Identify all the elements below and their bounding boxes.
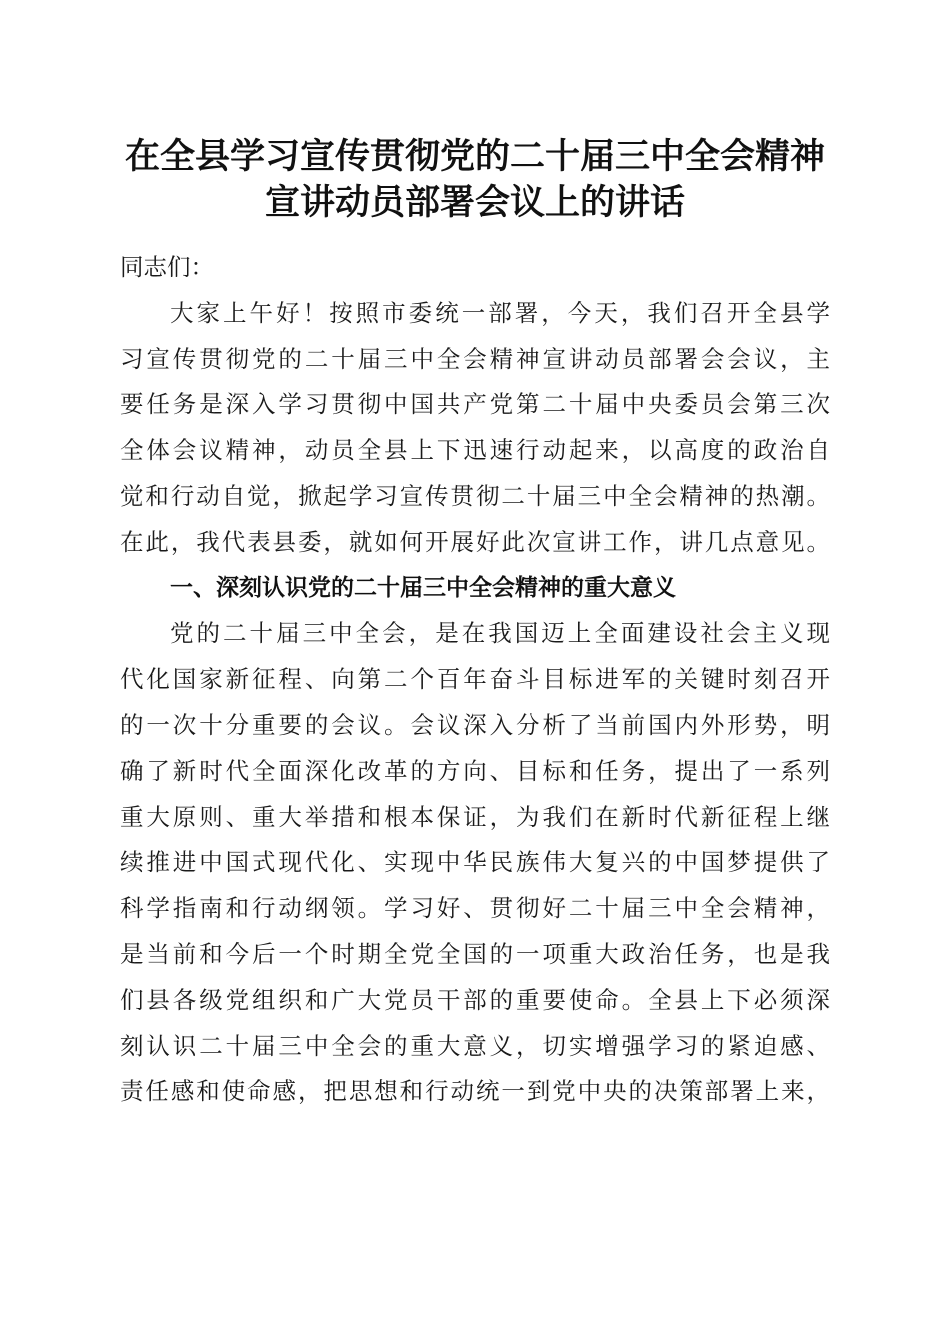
salutation: 同志们： bbox=[120, 253, 214, 281]
paragraph-line: 习宣传贯彻党的二十届三中全会精神宣讲动员部署会会议，主 bbox=[120, 344, 830, 373]
paragraph-line: 刻认识二十届三中全会的重大意义，切实增强学习的紧迫感、 bbox=[120, 1031, 830, 1060]
paragraph-line: 的一次十分重要的会议。会议深入分析了当前国内外形势，明 bbox=[120, 710, 830, 739]
document-title-line-1: 在全县学习宣传贯彻党的二十届三中全会精神 bbox=[124, 136, 825, 177]
paragraph-line: 觉和行动自觉，掀起学习宣传贯彻二十届三中全会精神的热潮。 bbox=[120, 481, 830, 510]
paragraph-line: 责任感和使命感，把思想和行动统一到党中央的决策部署上来， bbox=[120, 1077, 830, 1106]
paragraph-line: 们县各级党组织和广大党员干部的重要使命。全县上下必须深 bbox=[120, 985, 830, 1014]
document-title-line-2: 宣讲动员部署会议上的讲话 bbox=[264, 182, 685, 223]
paragraph-line: 确了新时代全面深化改革的方向、目标和任务，提出了一系列 bbox=[120, 756, 830, 785]
paragraph-line: 续推进中国式现代化、实现中华民族伟大复兴的中国梦提供了 bbox=[120, 848, 830, 877]
paragraph-significance bbox=[120, 611, 830, 1115]
paragraph-line: 党的二十届三中全会，是在我国迈上全面建设社会主义现 bbox=[170, 619, 830, 648]
paragraph-line: 要任务是深入学习贯彻中国共产党第二十届中央委员会第三次 bbox=[120, 390, 830, 419]
paragraph-line: 在此，我代表县委，就如何开展好此次宣讲工作，讲几点意见。 bbox=[120, 527, 830, 556]
paragraph-line: 全体会议精神，动员全县上下迅速行动起来，以高度的政治自 bbox=[120, 436, 830, 465]
paragraph-opening bbox=[120, 291, 830, 566]
paragraph-line: 代化国家新征程、向第二个百年奋斗目标进军的关键时刻召开 bbox=[120, 665, 830, 694]
section-heading-1: 一、深刻认识党的二十届三中全会精神的重大意义 bbox=[170, 574, 676, 601]
paragraph-line: 科学指南和行动纲领。学习好、贯彻好二十届三中全会精神， bbox=[120, 894, 830, 923]
paragraph-line: 大家上午好！按照市委统一部署，今天，我们召开全县学 bbox=[170, 298, 830, 327]
paragraph-line: 重大原则、重大举措和根本保证，为我们在新时代新征程上继 bbox=[120, 802, 830, 831]
paragraph-line: 是当前和今后一个时期全党全国的一项重大政治任务，也是我 bbox=[120, 939, 830, 968]
document-body bbox=[120, 245, 830, 1115]
